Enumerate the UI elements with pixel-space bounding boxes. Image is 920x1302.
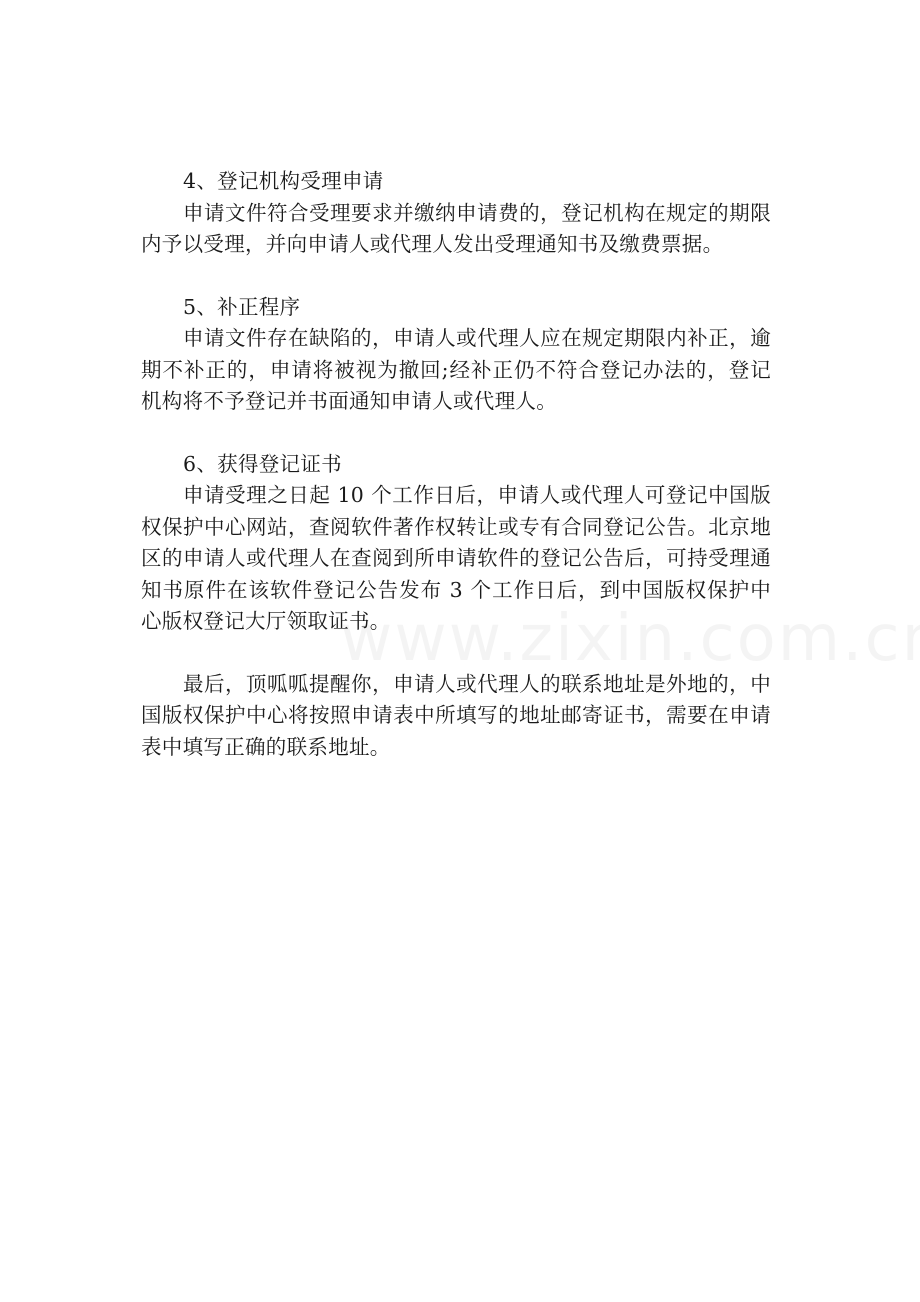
section-6 [141, 449, 771, 638]
section-paragraph: 申请文件符合受理要求并缴纳申请费的，登记机构在规定的期限内予以受理，并向申请人或代理人发出受理通知书及缴费票据。 [141, 200, 771, 256]
section-spacer [141, 638, 771, 669]
section-heading: 5、补正程序 [183, 294, 301, 319]
section-heading: 4、登记机构受理申请 [183, 169, 384, 193]
section-paragraph: 申请受理之日起 10 个工作日后，申请人或代理人可登记中国版权保护中心网站，查阅软件著作权转让或专有合同登记公告。北京地区的申请人或代理人在查阅到所申请软件的登记公告后，可持受理通知书原件在该软件登记公告发布 3 个工作日后，到中国版权保护中心版权登记大厅领取证书。 [141, 483, 771, 633]
section-spacer [141, 261, 771, 292]
document-body [141, 166, 771, 763]
section-spacer [141, 418, 771, 449]
section-4 [141, 166, 771, 261]
section-heading: 6、获得登记证书 [183, 451, 342, 476]
section-paragraph: 申请文件存在缺陷的，申请人或代理人应在规定期限内补正，逾期不补正的，申请将被视为撤回;经补正仍不符合登记办法的，登记机构将不予登记并书面通知申请人或代理人。 [141, 326, 771, 413]
section-5 [141, 292, 771, 418]
closing-paragraph: 最后，顶呱呱提醒你，申请人或代理人的联系地址是外地的，中国版权保护中心将按照申请表中所填写的地址邮寄证书，需要在申请表中填写正确的联系地址。 [141, 671, 771, 759]
closing-section [141, 669, 771, 764]
